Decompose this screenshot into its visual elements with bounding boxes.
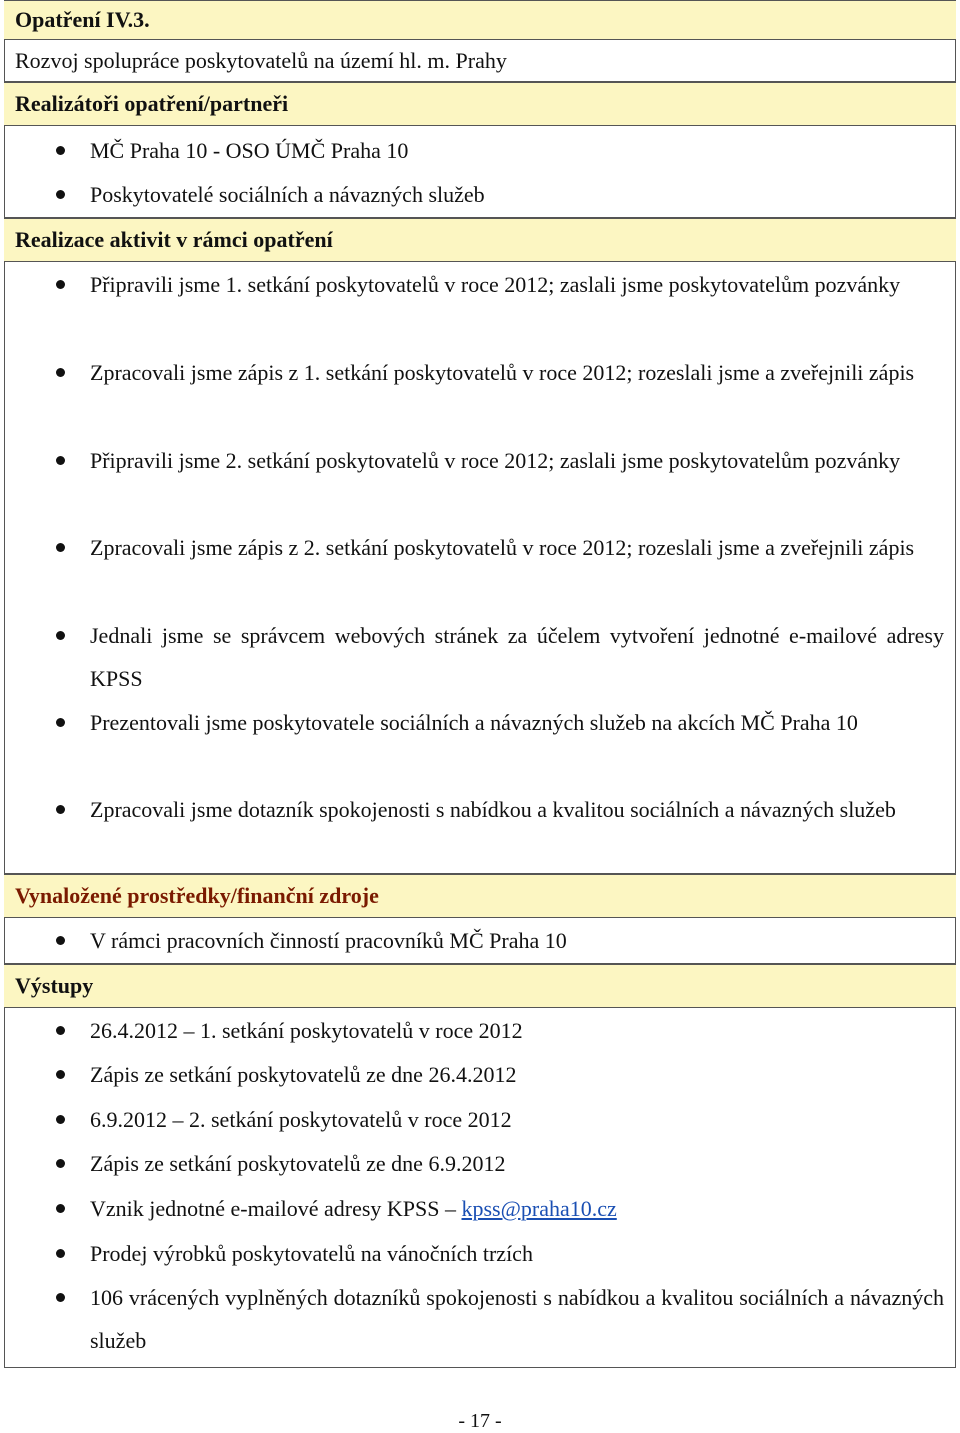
list-item: Prezentovali jsme poskytovatele sociálních a návazných služeb na akcích MČ Praha 10: [90, 701, 944, 744]
list-item: Jednali jsme se správcem webových stránek za účelem vytvoření jednotné e-mailové adresy KPSS: [90, 614, 944, 700]
kpss-email-link[interactable]: kpss@praha10.cz: [461, 1196, 617, 1221]
list-item: V rámci pracovních činností pracovníků MČ Praha 10: [90, 919, 944, 962]
bullet-icon: [56, 456, 65, 465]
list-item: Zápis ze setkání poskytovatelů ze dne 6.9.2012: [90, 1142, 944, 1185]
bullet-icon: [56, 1293, 65, 1302]
list-item: Zpracovali jsme zápis z 1. setkání poskytovatelů v roce 2012; rozeslali jsme a zveřejnili zápis: [90, 351, 944, 394]
bullet-icon: [56, 1070, 65, 1079]
bullet-icon: [56, 936, 65, 945]
list-item: MČ Praha 10 - OSO ÚMČ Praha 10: [90, 129, 944, 172]
bullet-icon: [56, 1159, 65, 1168]
bullet-icon: [56, 1026, 65, 1035]
partners-heading-row: [4, 82, 956, 126]
list-item: 6.9.2012 – 2. setkání poskytovatelů v roce 2012: [90, 1098, 944, 1141]
measure-subtitle: Rozvoj spolupráce poskytovatelů na území hl. m. Prahy: [15, 47, 507, 73]
measure-title: Opatření IV.3.: [15, 7, 150, 32]
bullet-icon: [56, 280, 65, 289]
measure-subtitle-row: [4, 40, 956, 82]
activities-heading: Realizace aktivit v rámci opatření: [15, 227, 333, 252]
resources-heading: Vynaložené prostředky/finanční zdroje: [15, 883, 379, 908]
bullet-icon: [56, 368, 65, 377]
list-item: Připravili jsme 2. setkání poskytovatelů v roce 2012; zaslali jsme poskytovatelům pozvánky: [90, 439, 944, 482]
bullet-icon: [56, 631, 65, 640]
list-item: Vznik jednotné e-mailové adresy KPSS – kpss@praha10.cz: [90, 1187, 944, 1230]
bullet-icon: [56, 543, 65, 552]
list-item: Zpracovali jsme dotazník spokojenosti s nabídkou a kvalitou sociálních a návazných služeb: [90, 788, 944, 831]
bullet-icon: [56, 1204, 65, 1213]
resources-heading-row: [4, 874, 956, 918]
list-item: 106 vrácených vyplněných dotazníků spokojenosti s nabídkou a kvalitou sociálních a návazných služeb: [90, 1276, 944, 1362]
bullet-icon: [56, 1249, 65, 1258]
page-number: - 17 -: [458, 1410, 502, 1432]
list-item: 26.4.2012 – 1. setkání poskytovatelů v roce 2012: [90, 1009, 944, 1052]
outputs-heading: Výstupy: [15, 973, 94, 998]
resources-section: [4, 918, 956, 964]
bullet-icon: [56, 190, 65, 199]
list-item: Zápis ze setkání poskytovatelů ze dne 26.4.2012: [90, 1053, 944, 1096]
outputs-heading-row: [4, 964, 956, 1008]
list-item: Zpracovali jsme zápis z 2. setkání poskytovatelů v roce 2012; rozeslali jsme a zveřejnili zápis: [90, 526, 944, 569]
list-item: Prodej výrobků poskytovatelů na vánočních trzích: [90, 1232, 944, 1275]
measure-title-row: [4, 0, 956, 40]
bullet-icon: [56, 146, 65, 155]
outputs-section: [4, 1008, 956, 1368]
list-item: Poskytovatelé sociálních a návazných služeb: [90, 173, 944, 216]
activities-heading-row: [4, 218, 956, 262]
partners-heading: Realizátoři opatření/partneři: [15, 91, 289, 116]
activities-section: [4, 262, 956, 874]
bullet-icon: [56, 718, 65, 727]
partners-section: [4, 126, 956, 218]
bullet-icon: [56, 1115, 65, 1124]
bullet-icon: [56, 805, 65, 814]
list-item: Připravili jsme 1. setkání poskytovatelů v roce 2012; zaslali jsme poskytovatelům pozvánky: [90, 263, 944, 306]
